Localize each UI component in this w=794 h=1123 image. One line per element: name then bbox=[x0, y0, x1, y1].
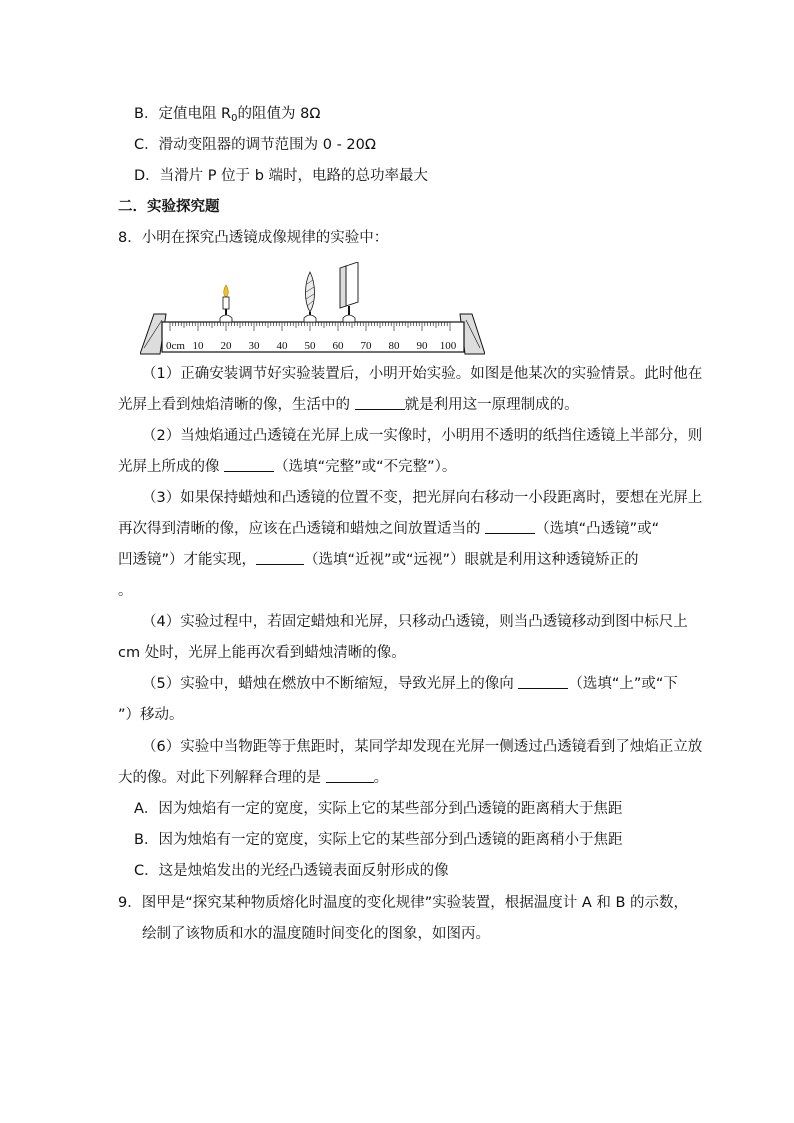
lens-base bbox=[304, 315, 316, 322]
lens-icon bbox=[306, 272, 315, 312]
q8-option-c: C．这是烛焰发出的光经凸透镜表面反射形成的像 bbox=[134, 863, 449, 879]
tick-label-0: 0cm bbox=[166, 340, 185, 352]
q8-p2-line2: 光屏上所成的像 （选填“完整”或“不完整”）。 bbox=[118, 459, 457, 475]
section-title: 二．实验探究题 bbox=[118, 199, 220, 215]
tick-label-80: 80 bbox=[388, 340, 400, 352]
answer-blank-2[interactable] bbox=[224, 457, 274, 472]
tick-label-10: 10 bbox=[192, 340, 204, 352]
q8-p2-line1: （2）当烛焰通过凸透镜在光屏上成一实像时，小明用不透明的纸挡住透镜上半部分，则 bbox=[142, 428, 703, 444]
screen-panel-side bbox=[340, 266, 346, 308]
option-b-prev: B．定值电阻 $R_0$的阻值为 8Ω bbox=[134, 106, 321, 124]
q8-p4-line2: cm 处时，光屏上能再次看到蜡烛清晰的像。 bbox=[118, 645, 406, 661]
optical-bench-figure bbox=[140, 262, 485, 362]
answer-blank-1[interactable] bbox=[355, 395, 405, 410]
screen-panel bbox=[346, 262, 358, 306]
convex-lens bbox=[304, 272, 316, 322]
q8-p4-line1: （4）实验过程中，若固定蜡烛和光屏，只移动凸透镜，则当凸透镜移动到图中标尺上 bbox=[142, 614, 688, 630]
q8-p3-line2: 再次得到清晰的像，应该在凸透镜和蜡烛之间放置适当的 （选填“凸透镜”或“ bbox=[118, 521, 660, 537]
q9-line1: 9．图甲是“探究某种物质熔化时温度的变化规律”实验装置，根据温度计 A 和 B 的示数， bbox=[118, 895, 689, 911]
tick-label-60: 60 bbox=[332, 340, 344, 352]
q9-line2: 绘制了该物质和水的温度随时间变化的图象，如图丙。 bbox=[142, 926, 490, 942]
q8-p1-line2: 光屏上看到烛焰清晰的像，生活中的 就是利用这一原理制成的。 bbox=[118, 397, 579, 413]
q8-p5-line1: （5）实验中，蜡烛在燃放中不断缩短，导致光屏上的像向 （选填“上”或“下 bbox=[142, 676, 678, 692]
answer-blank-4[interactable] bbox=[256, 550, 304, 565]
candle-flame-icon bbox=[224, 285, 229, 297]
answer-blank-5[interactable] bbox=[518, 674, 568, 689]
answer-blank-6[interactable] bbox=[326, 768, 374, 783]
tick-label-50: 50 bbox=[304, 340, 316, 352]
subscript-zero: 0 bbox=[231, 113, 238, 124]
q8-p3-line1: （3）如果保持蜡烛和凸透镜的位置不变，把光屏向右移动一小段距离时，要想在光屏上 bbox=[142, 490, 703, 506]
candle-base bbox=[220, 315, 232, 322]
light-screen bbox=[340, 262, 358, 322]
q8-p5-line2: ”）移动。 bbox=[118, 707, 184, 723]
option-d-prev: D．当滑片 P 位于 b 端时，电路的总功率最大 bbox=[134, 168, 429, 184]
screen-base bbox=[343, 315, 355, 322]
q8-option-b: B．因为烛焰有一定的宽度，实际上它的某些部分到凸透镜的距离稍小于焦距 bbox=[134, 832, 623, 848]
tick-label-30: 30 bbox=[248, 340, 260, 352]
q8-stem: 8．小明在探究凸透镜成像规律的实验中： bbox=[118, 230, 389, 246]
q8-option-a: A．因为烛焰有一定的宽度，实际上它的某些部分到凸透镜的距离稍大于焦距 bbox=[134, 801, 623, 817]
q8-p6-line2: 大的像。对此下列解释合理的是 。 bbox=[118, 770, 389, 786]
candle-holder bbox=[225, 309, 227, 315]
q8-p3-line3: 凹透镜”）才能实现， （选填“近视”或“远视”）眼就是利用这种透镜矫正的 bbox=[118, 552, 639, 568]
tick-label-70: 70 bbox=[360, 340, 372, 352]
option-c-prev: C．滑动变阻器的调节范围为 0 - 20Ω bbox=[134, 137, 376, 153]
q8-p6-line1: （6）实验中当物距等于焦距时，某同学却发现在光屏一侧透过凸透镜看到了烛焰正立放 bbox=[142, 739, 703, 755]
candle-body bbox=[223, 297, 229, 309]
q8-p1-line1: （1）正确安装调节好实验装置后，小明开始实验。如图是他某次的实验情景。此时他在 bbox=[142, 366, 703, 382]
tick-label-40: 40 bbox=[276, 340, 288, 352]
tick-label-100: 100 bbox=[439, 340, 457, 352]
tick-label-90: 90 bbox=[416, 340, 428, 352]
candle bbox=[220, 285, 232, 322]
tick-label-20: 20 bbox=[220, 340, 232, 352]
q8-p3-line4: 。 bbox=[118, 583, 133, 599]
answer-blank-3[interactable] bbox=[485, 519, 535, 534]
